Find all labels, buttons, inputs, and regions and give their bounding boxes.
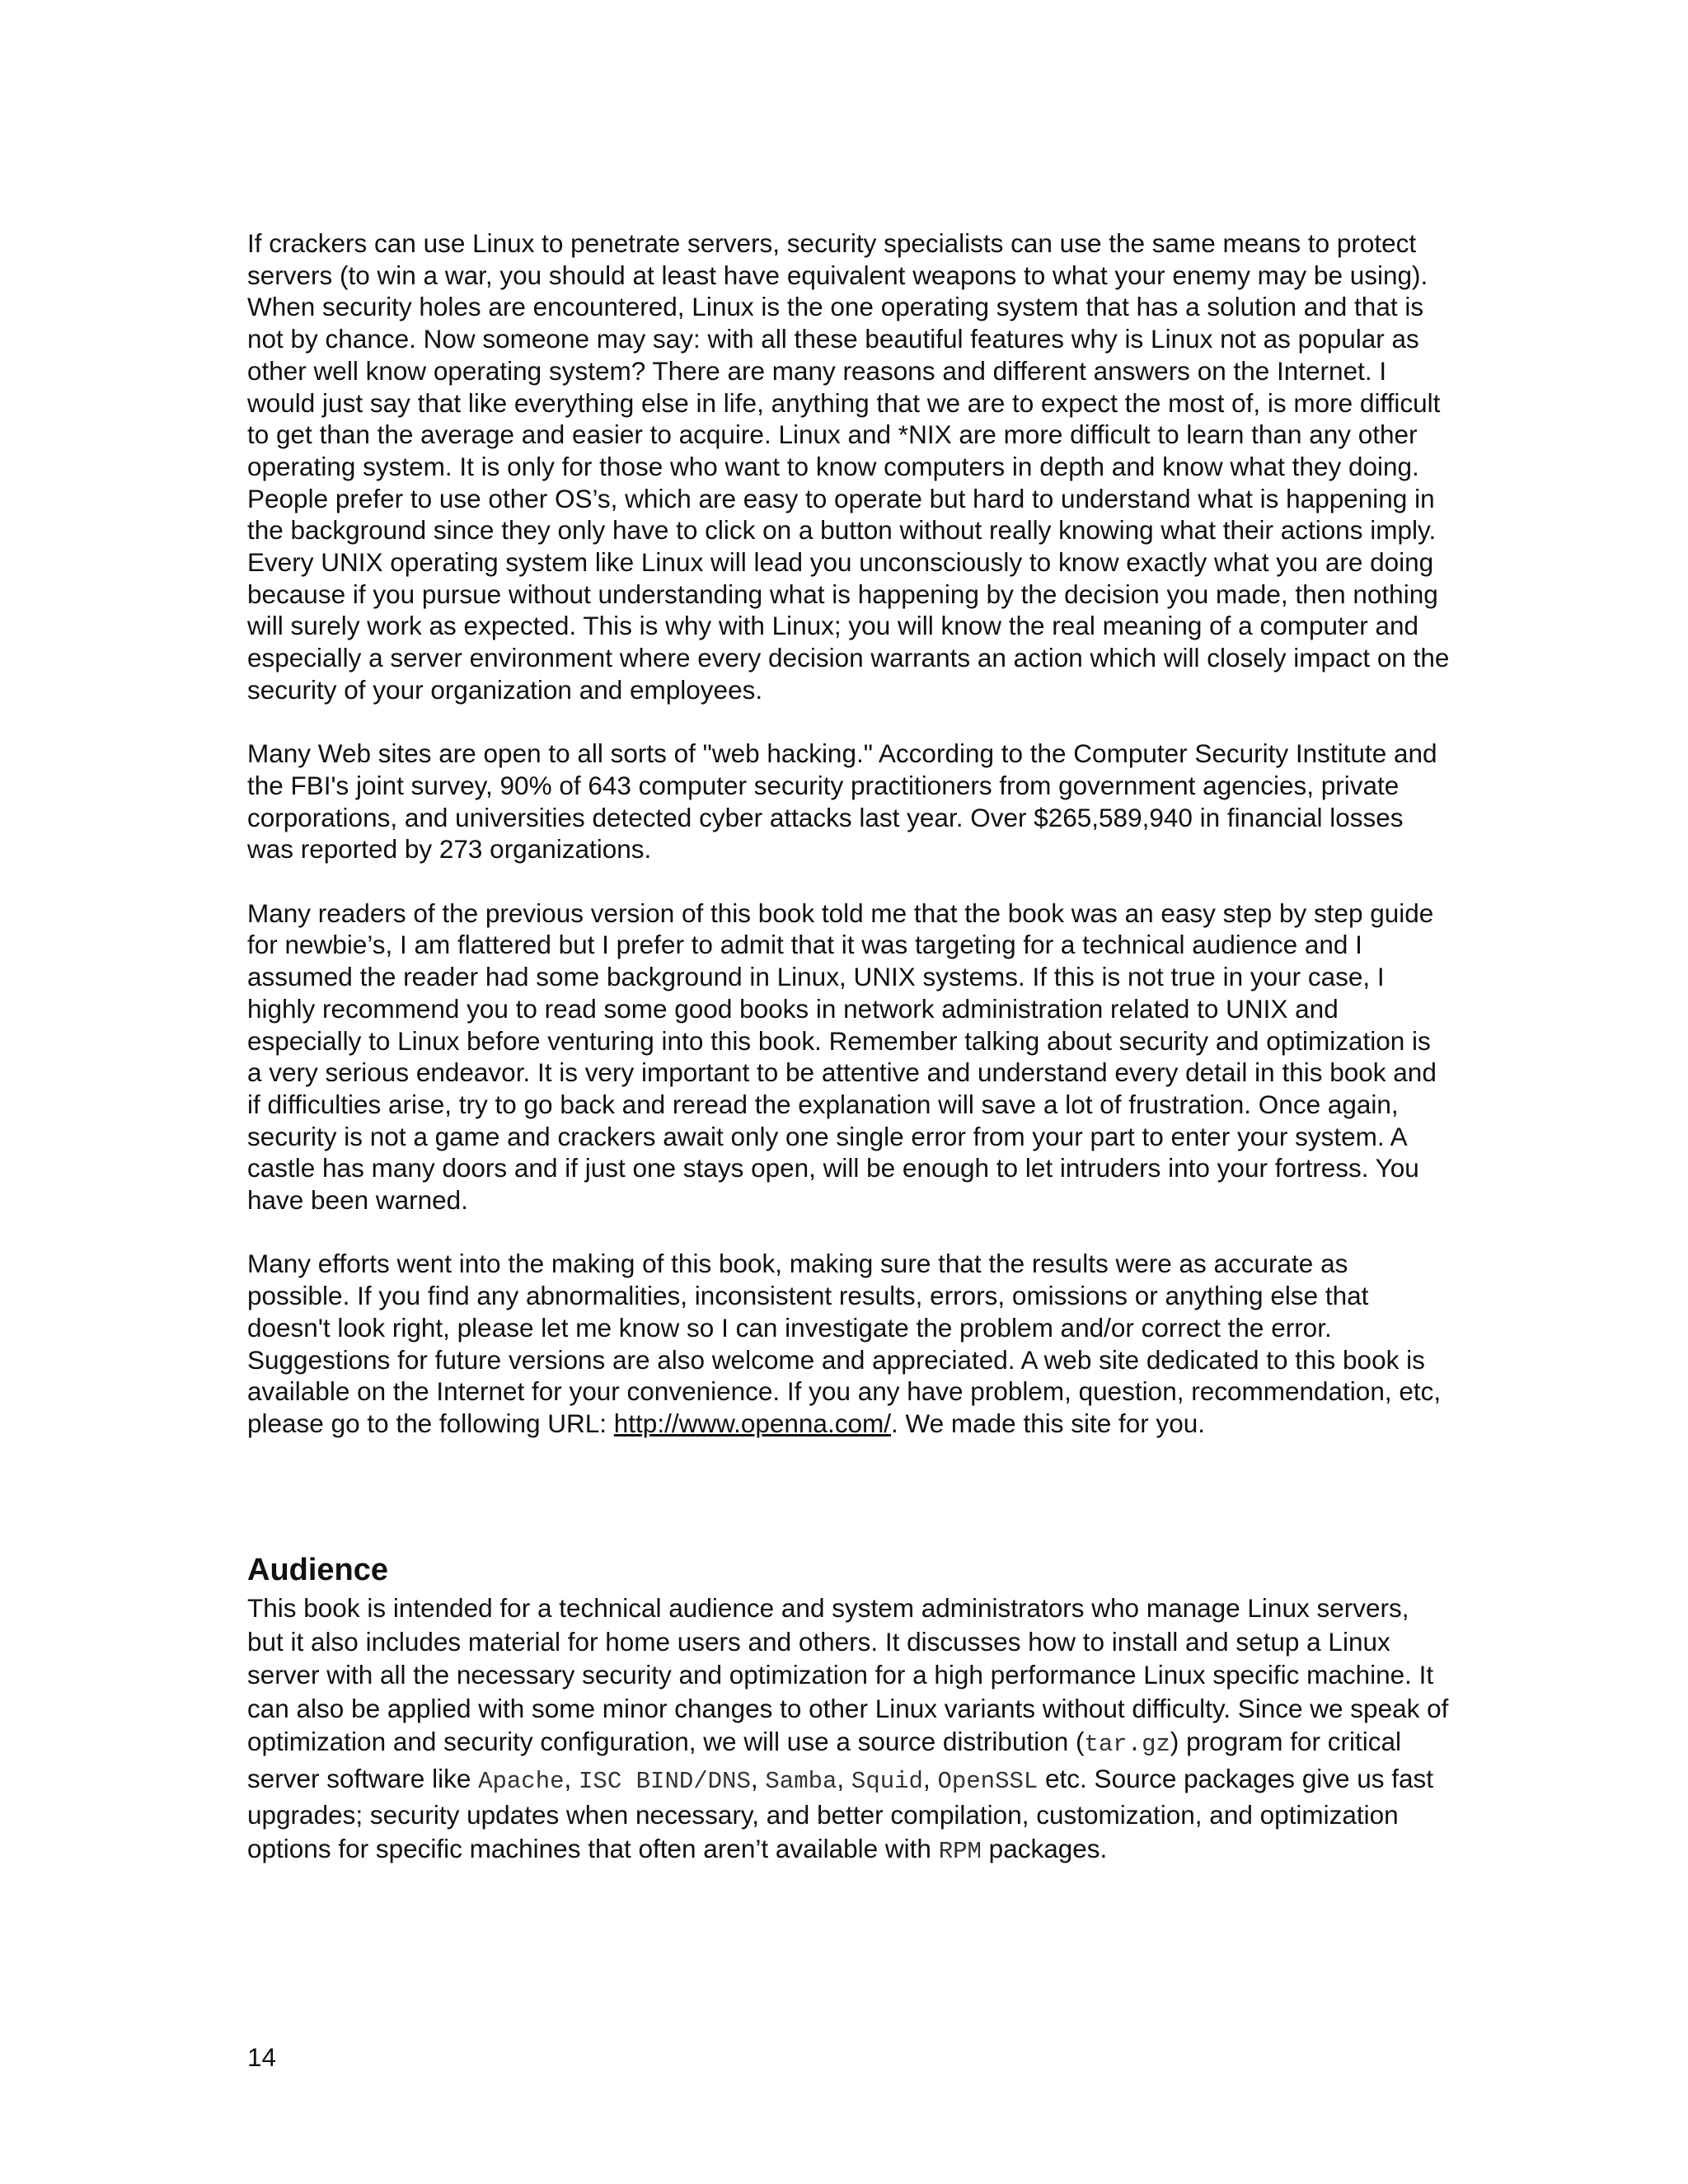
feedback-text-end: . We made this site for you. [890,1408,1206,1438]
audience-text: packages. [981,1833,1108,1863]
audience-text: , [922,1763,938,1793]
code-rpm: RPM [938,1837,982,1865]
audience-text: ) program for critical server software like [247,1727,1401,1793]
audience-text: , [750,1763,766,1793]
audience-text: , [564,1763,579,1793]
feedback-text: Many efforts went into the making of this book, making sure that the results were as accurate as possible. If you find any abnormalities, inconsistent results, errors, omissions or anything else that doesn't look right, please let me know so I can investigate the problem and/or correct the error. Suggestions for future versions are also welcome and appreciated. A web site dedicated to this book is available on the Internet for your convenience. If you any have problem, question, recommendation, etc, please go to the following URL: [247,1249,1442,1438]
code-tar-gz: tar.gz [1084,1731,1170,1758]
code-bind-dns: ISC BIND/DNS [579,1767,751,1795]
code-samba: Samba [765,1767,837,1795]
audience-paragraph [247,1591,1451,1868]
code-squid: Squid [851,1767,923,1795]
audience-heading: Audience [247,1553,389,1587]
paragraph-web-hacking: Many Web sites are open to all sorts of "web hacking." According to the Computer Security Institute and the FBI's joint survey, 90% of 643 computer security practitioners from government agencies, private corporations, and universities detected cyber attacks last year. Over $265,589,940 in financial losses was reported by 273 organizations. [247,738,1437,865]
body-text [247,227,1451,1440]
paragraph-linux-security: If crackers can use Linux to penetrate servers, security specialists can use the same means to protect servers (to win a war, you should at least have equivalent weapons to what your enemy may be using). When security holes are encountered, Linux is the one operating system that has a solution and that is not by chance. Now someone may say: with all these beautiful features why is Linux not as popular as other well know operating system? There are many reasons and different answers on the Internet. I would just say that like everything else in life, anything that we are to expect the most of, is more difficult to get than the average and easier to acquire. Linux and *NIX are more difficult to learn than any other operating system. It is only for those who want to know computers in depth and know what they doing. People prefer to use other OS’s, which are easy to operate but hard to understand what is happening in the background since they only have to click on a button without really knowing what their actions imply. Every UNIX operating system like Linux will lead you unconsciously to know exactly what you are doing because if you pursue without understanding what is happening by the decision you made, then nothing will surely work as expected. This is why with Linux; you will know the real meaning of a computer and especially a server environment where every decision warrants an action which will closely impact on the security of your organization and employees. [247,228,1450,705]
audience-text: , [837,1763,851,1793]
page-number: 14 [247,2042,277,2072]
code-apache: Apache [478,1767,565,1795]
paragraph-readers: Many readers of the previous version of this book told me that the book was an easy step by step guide for newbie’s, I am flattered but I prefer to admit that it was targeting for a technical audience and I assumed the reader had some background in Linux, UNIX systems. If this is not true in your case, I highly recommend you to read some good books in network administration related to UNIX and especially to Linux before venturing into this book. Remember talking about security and optimization is a very serious endeavor. It is very important to be attentive and understand every detail in this book and if difficulties arise, try to go back and reread the explanation will save a lot of frustration. Once again, security is not a game and crackers await only one single error from your part to enter your system. A castle has many doors and if just one stays open, will be enough to let intruders into your fortress. You have been warned. [247,898,1437,1216]
paragraph-feedback [247,1248,1451,1439]
openna-url-link[interactable]: http://www.openna.com/ [613,1408,891,1438]
audience-text: This book is intended for a technical audience and system administrators who manage Linux servers, but it also includes material for home users and others. It discusses how to install and setup a Linux server with all the necessary security and optimization for a high performance Linux specific machine. It can also be applied with some minor changes to other Linux variants without difficulty. Since we speak of optimization and security configuration, we will use a source distribution ( [247,1593,1449,1756]
code-openssl: OpenSSL [937,1767,1039,1795]
audience-text: etc. Source packages give us fast upgrades; security updates when necessary, and better compilation, customization, and optimization options for specific machines that often aren’t available with [247,1763,1434,1863]
